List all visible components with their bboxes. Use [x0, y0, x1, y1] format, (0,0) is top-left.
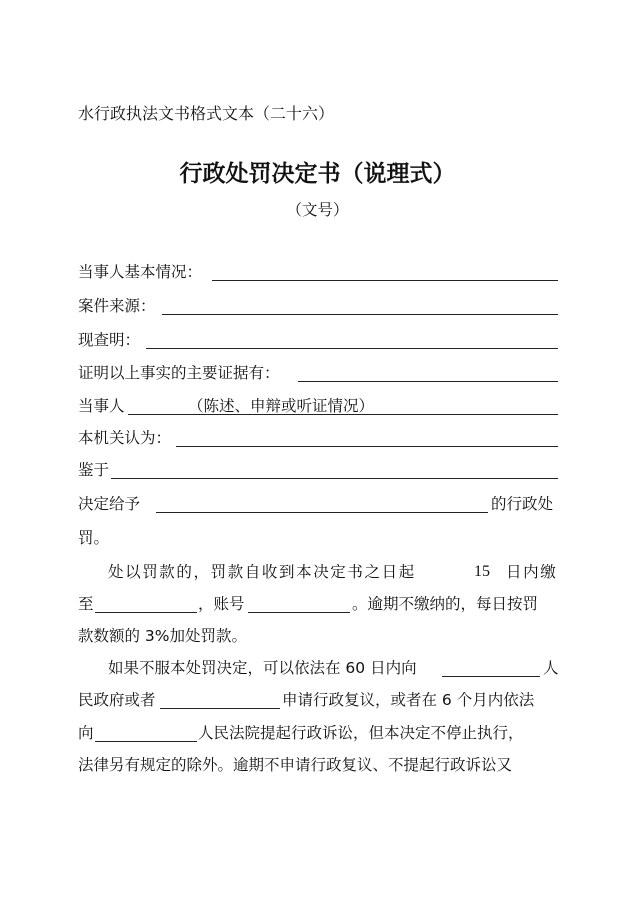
fine-text-2: 日内缴	[506, 563, 558, 581]
party-statement-note: （陈述、申辩或听证情况）	[188, 397, 375, 415]
review-agency-blank	[160, 708, 280, 709]
fine-text-5: 。逾期不缴纳的，每日按罚	[352, 595, 539, 613]
case-source-label: 案件来源：	[78, 297, 156, 315]
appeal-text-4: 申请行政复议，或者在 6 个月内依法	[282, 691, 535, 709]
appeal-text-6: 人民法院提起行政诉讼，但本决定不停止执行，	[198, 724, 524, 742]
agency-view-blank	[176, 446, 558, 447]
decision-end: 罚。	[78, 529, 110, 547]
government-blank	[442, 676, 540, 677]
decision-blank	[156, 512, 488, 513]
account-number-blank	[248, 612, 350, 613]
payment-days-value: 15	[474, 563, 490, 580]
whereas-label: 鉴于	[78, 461, 110, 479]
document-series-header: 水行政执法文书格式文本（二十六）	[78, 104, 335, 123]
fine-text-1: 处以罚款的，罚款自收到本决定书之日起	[108, 563, 416, 581]
party-info-label: 当事人基本情况：	[78, 263, 203, 281]
agency-view-label: 本机关认为：	[78, 429, 172, 447]
whereas-blank	[111, 478, 558, 479]
appeal-text-2: 人	[543, 659, 559, 677]
court-blank	[95, 741, 197, 742]
document-number-label: （文号）	[286, 201, 349, 219]
party-info-blank	[212, 280, 558, 281]
appeal-text-1: 如果不服本处罚决定，可以依法在 60 日内向	[108, 659, 417, 677]
document-title: 行政处罚决定书（说理式）	[179, 161, 456, 187]
fine-text-3: 至	[78, 595, 94, 613]
findings-blank	[146, 348, 558, 349]
payment-target-blank	[95, 612, 197, 613]
fine-text-6: 款数额的 3%加处罚款。	[78, 627, 248, 645]
appeal-text-5: 向	[78, 724, 94, 742]
party-label: 当事人	[78, 397, 125, 415]
findings-label: 现查明：	[78, 331, 141, 349]
evidence-label: 证明以上事实的主要证据有：	[78, 364, 280, 382]
appeal-text-7: 法律另有规定的除外。逾期不申请行政复议、不提起行政诉讼又	[78, 756, 513, 774]
appeal-text-3: 民政府或者	[78, 691, 156, 709]
decision-prefix: 决定给予	[78, 495, 141, 513]
decision-suffix: 的行政处	[491, 495, 554, 513]
case-source-blank	[162, 314, 558, 315]
fine-text-4: ，账号	[198, 595, 245, 613]
evidence-blank	[298, 381, 558, 382]
